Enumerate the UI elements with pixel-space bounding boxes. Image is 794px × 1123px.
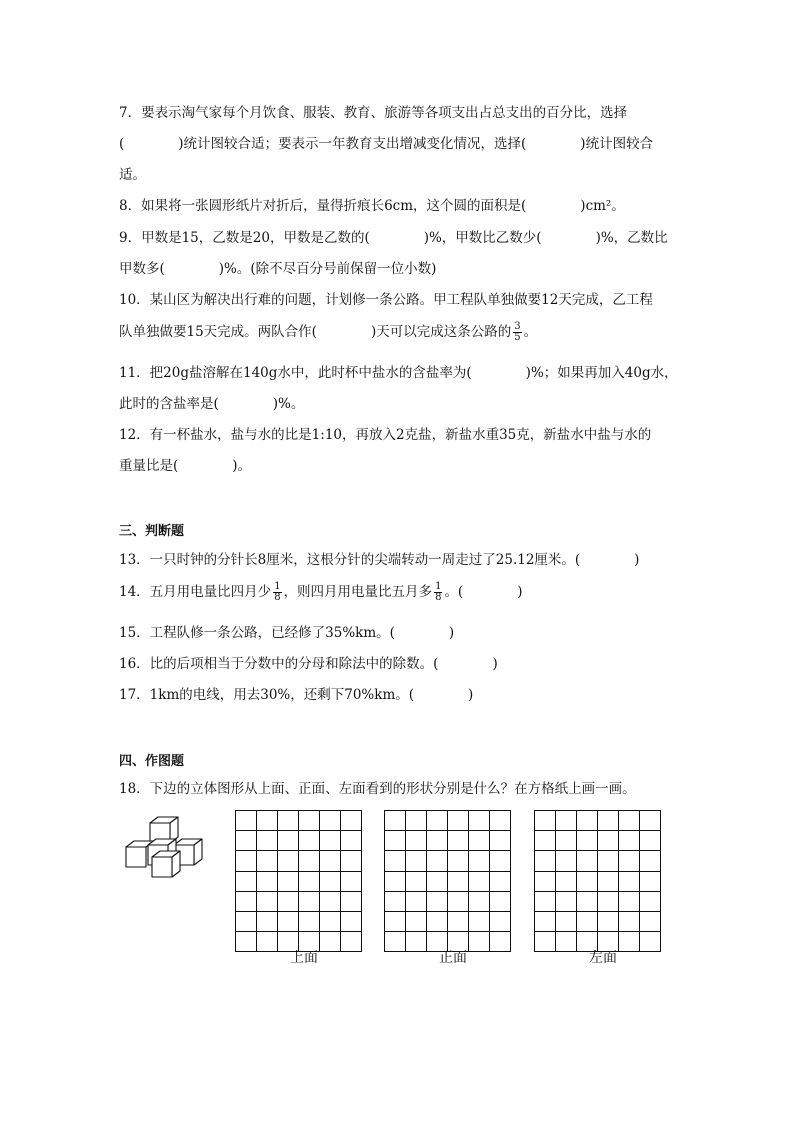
fraction-3-5 — [513, 322, 521, 343]
question-11-line2: 此时的含盐率是( )%。 — [119, 396, 305, 412]
fraction-numerator: 3 — [514, 321, 521, 332]
question-10-text-a: 队单独做要15天完成。两队合作( )天可以完成这条公路的 — [119, 324, 512, 340]
question-14-text-c: 。( ) — [444, 584, 523, 600]
question-8: 8．如果将一张圆形纸片对折后，量得折痕长6cm，这个圆的面积是( )cm²。 — [119, 198, 625, 214]
fraction-numerator: 1 — [435, 581, 442, 592]
grid-label-top: 上面 — [290, 950, 318, 966]
question-14 — [119, 582, 522, 603]
fraction-numerator: 1 — [274, 581, 281, 592]
question-10-text-b: 。 — [523, 324, 538, 340]
section-3-heading: 三、判断题 — [119, 524, 185, 539]
fraction-denominator: 5 — [514, 332, 521, 343]
question-9-line1: 9．甲数是15，乙数是20，甲数是乙数的( )%，甲数比乙数少( )%，乙数比 — [119, 230, 668, 246]
fraction-denominator: 8 — [274, 592, 281, 603]
section-4-heading: 四、作图题 — [119, 754, 185, 769]
question-12-line2: 重量比是( )。 — [119, 458, 252, 474]
grid-left-view[interactable] — [534, 810, 661, 952]
question-11-line1: 11．把20g盐溶解在140g水中，此时杯中盐水的含盐率为( )%；如果再加入40g水， — [119, 365, 678, 381]
question-10-line1: 10．某山区为解决出行难的问题，计划修一条公路。甲工程队单独做要12天完成，乙工程 — [119, 292, 653, 308]
3d-cube-figure — [120, 815, 206, 883]
question-7-line3: 适。 — [119, 167, 146, 183]
question-17: 17．1km的电线，用去30%，还剩下70%km。( ) — [119, 687, 474, 703]
question-7-line1: 7．要表示淘气家每个月饮食、服装、教育、旅游等各项支出占总支出的百分比，选择 — [119, 105, 628, 121]
grid-top-view[interactable] — [235, 810, 362, 952]
grid-label-front: 正面 — [439, 950, 467, 966]
fraction-1-8-a — [273, 582, 281, 603]
question-14-text-a: 14．五月用电量比四月少 — [119, 584, 272, 600]
fraction-denominator: 8 — [435, 592, 442, 603]
question-7-line2: ( )统计图较合适；要表示一年教育支出增减变化情况，选择( )统计图较合 — [119, 136, 654, 152]
question-12-line1: 12．有一杯盐水，盐与水的比是1:10，再放入2克盐，新盐水重35克，新盐水中盐与水的 — [119, 427, 652, 443]
grid-label-left: 左面 — [589, 950, 617, 966]
question-10-line2 — [119, 322, 537, 343]
question-9-line2: 甲数多( )%。(除不尽百分号前保留一位小数) — [119, 261, 437, 277]
grid-front-view[interactable] — [384, 810, 511, 952]
question-18: 18．下边的立体图形从上面、正面、左面看到的形状分别是什么？在方格纸上画一画。 — [119, 781, 636, 797]
question-14-text-b: ，则四月用电量比五月多 — [283, 584, 433, 600]
fraction-1-8-b — [434, 582, 442, 603]
question-13: 13．一只时钟的分针长8厘米，这根分针的尖端转动一周走过了25.12厘米。( ) — [119, 552, 640, 568]
question-15: 15．工程队修一条公路，已经修了35%km。( ) — [119, 625, 455, 641]
question-16: 16．比的后项相当于分数中的分母和除法中的除数。( ) — [119, 656, 498, 672]
